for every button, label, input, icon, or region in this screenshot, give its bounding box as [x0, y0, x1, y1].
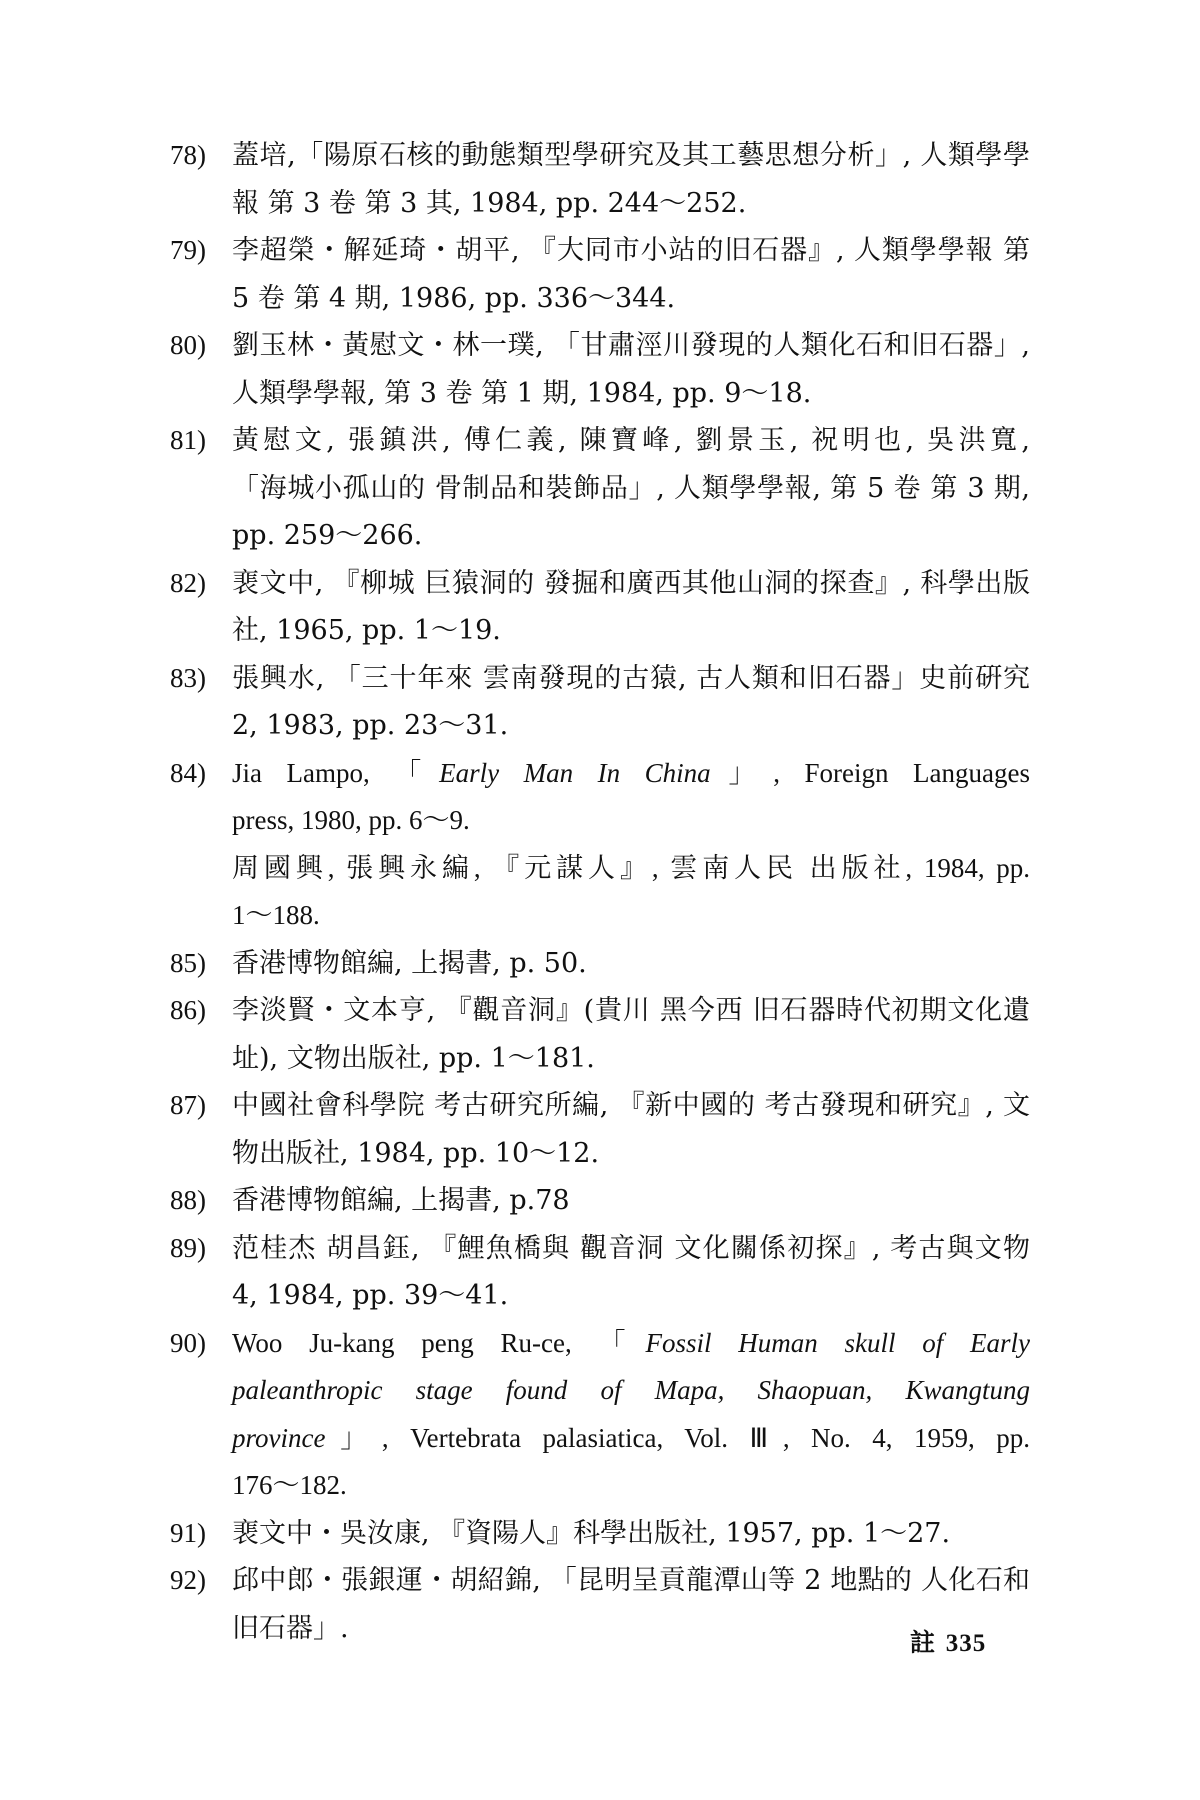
- footnote-89: [170, 1225, 1030, 1320]
- footnote-number: 84): [170, 757, 206, 788]
- footnote-84: [170, 750, 1030, 940]
- footnote-line: 旧石器」.: [232, 1612, 349, 1644]
- footnote-line: 人類學學報, 第 3 卷 第 1 期, 1984, pp. 9～18.: [232, 377, 812, 409]
- footnote-line: 劉玉林・黃慰文・林一璞, 「甘肅涇川發現的人類化石和旧石器」,: [232, 330, 1030, 361]
- footnote-line: 李超榮・解延琦・胡平, 『大同市小站的旧石器』, 人類學學報 第: [232, 235, 1030, 266]
- footnote-text: 」, Vertebrata palasiatica, Vol. Ⅲ, No. 4, 1959, pp.: [325, 1422, 1030, 1453]
- footnote-line: pp. 259～266.: [232, 520, 423, 551]
- footnote-80: [170, 322, 1030, 417]
- footnote-79: [170, 227, 1030, 322]
- footnote-text: 」, Foreign Languages: [710, 757, 1030, 788]
- footnote-line: 1～188.: [232, 900, 320, 930]
- footnote-line: [232, 1320, 1030, 1368]
- footnote-number: 92): [170, 1565, 206, 1595]
- footnote-line: 5 卷 第 4 期, 1986, pp. 336～344.: [232, 282, 676, 314]
- footnote-line: 黃慰文, 張鎮洪, 傅仁義, 陳寶峰, 劉景玉, 祝明也, 吳洪寬,: [232, 425, 1030, 456]
- page-footer: [910, 1623, 986, 1659]
- footnote-line: 范桂杰 胡昌鈺, 『鯉魚橋與 觀音洞 文化關係初探』, 考古與文物: [232, 1232, 1030, 1264]
- footnote-line: 香港博物館編, 上揭書, p.78: [232, 1185, 570, 1216]
- footnote-86: [170, 987, 1030, 1082]
- footnote-number: 83): [170, 662, 206, 693]
- footnote-line: 「海城小孤山的 骨制品和裝飾品」, 人類學學報, 第 5 卷 第 3 期,: [232, 472, 1030, 504]
- footnote-number: 90): [170, 1327, 206, 1358]
- article-title: Fossil Human skull of Early: [645, 1327, 1030, 1358]
- footnote-line: 李淡賢・文本亨, 『觀音洞』(貴川 黑今西 旧石器時代初期文化遺: [232, 995, 1030, 1026]
- footnote-line: 周國興, 張興永編, 『元謀人』, 雲南人民 出版社, 1984, pp.: [232, 852, 1030, 883]
- footnote-number: 89): [170, 1232, 206, 1263]
- page-number: 335: [945, 1630, 987, 1657]
- footer-label: 註: [910, 1630, 937, 1657]
- footnote-87: [170, 1082, 1030, 1177]
- footnote-90: [170, 1320, 1030, 1510]
- footnote-number: 79): [170, 235, 206, 265]
- footnote-91: [170, 1510, 1030, 1558]
- footnote-line: 176～182.: [232, 1470, 347, 1500]
- footnote-81: [170, 417, 1030, 560]
- footnote-line: 中國社會科學院 考古研究所編, 『新中國的 考古發現和硏究』, 文: [232, 1090, 1030, 1121]
- footnote-92: [170, 1557, 1030, 1652]
- footnote-number: 86): [170, 995, 206, 1025]
- footnote-88: [170, 1177, 1030, 1225]
- footnote-78: [170, 132, 1030, 227]
- footnote-line: 2, 1983, pp. 23～31.: [232, 710, 509, 741]
- footnote-line: press, 1980, pp. 6～9.: [232, 805, 470, 835]
- footnote-line: 裵文中・吳汝康, 『資陽人』科學出版社, 1957, pp. 1～27.: [232, 1517, 951, 1549]
- footnote-line: [232, 750, 1030, 798]
- footnote-line: 張興水, 「三十年來 雲南發現的古猿, 古人類和旧石器」史前硏究: [232, 662, 1030, 694]
- footnote-number: 78): [170, 140, 206, 170]
- footnote-number: 85): [170, 947, 206, 978]
- footnote-82: [170, 560, 1030, 655]
- footnote-85: [170, 940, 1030, 988]
- footnote-text: Jia Lampo, 「: [232, 757, 440, 788]
- footnote-number: 80): [170, 330, 206, 360]
- footnote-number: 81): [170, 425, 206, 455]
- footnote-line: [232, 1415, 1030, 1463]
- footnote-number: 91): [170, 1517, 206, 1548]
- footnote-line: 社, 1965, pp. 1～19.: [232, 615, 501, 646]
- footnote-number: 87): [170, 1090, 206, 1120]
- footnote-line: 報 第 3 卷 第 3 其, 1984, pp. 244～252.: [232, 187, 747, 219]
- footnote-line: 邱中郎・張銀運・胡紹錦, 「昆明呈貢龍潭山等 2 地點的 人化石和: [232, 1565, 1030, 1596]
- footnote-line: 4, 1984, pp. 39～41.: [232, 1280, 509, 1311]
- footnote-83: [170, 655, 1030, 750]
- footnote-number: 88): [170, 1185, 206, 1215]
- footnote-line: 址), 文物出版社, pp. 1～181.: [232, 1042, 595, 1074]
- footnote-number: 82): [170, 567, 206, 598]
- footnote-line: 蓋培,「陽原石核的動態類型學研究及其工藝思想分析」, 人類學學: [232, 140, 1030, 171]
- footnote-line: 香港博物館編, 上揭書, p. 50.: [232, 947, 587, 979]
- book-title: Early Man In China: [439, 757, 711, 788]
- footnote-list: [170, 132, 1030, 1652]
- footnote-line: 物出版社, 1984, pp. 10～12.: [232, 1137, 600, 1169]
- footnote-line: paleanthropic stage found of Mapa, Shaopuan, Kwangtung: [232, 1375, 1030, 1405]
- article-title: province: [232, 1422, 326, 1453]
- footnote-text: Woo Ju-kang peng Ru-ce, 「: [232, 1327, 646, 1358]
- footnote-line: 裵文中, 『柳城 巨猿洞的 發掘和廣西其他山洞的探查』, 科學出版: [232, 567, 1030, 599]
